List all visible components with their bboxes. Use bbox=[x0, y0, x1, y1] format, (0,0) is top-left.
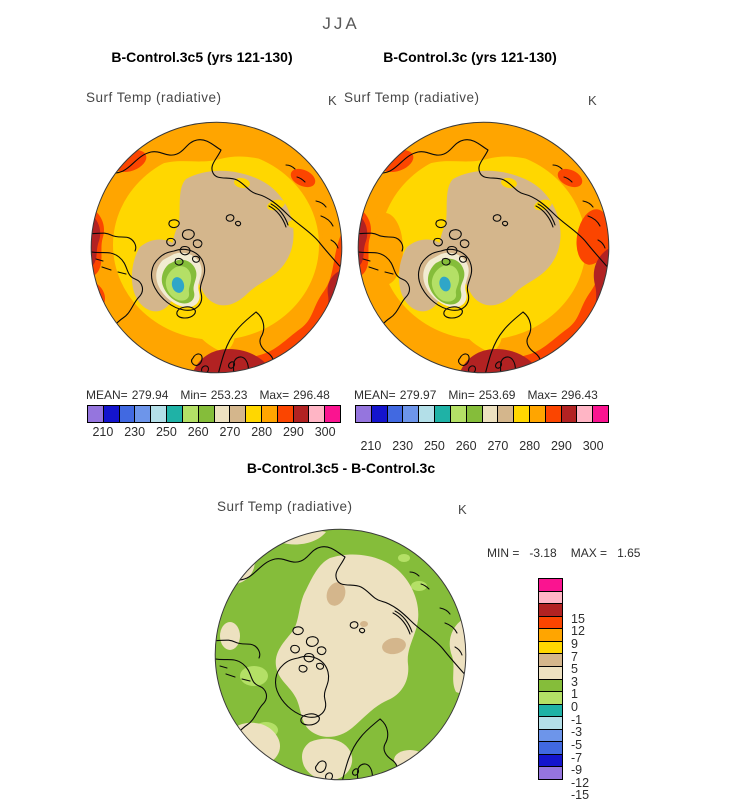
panel-1-stats bbox=[86, 388, 334, 402]
colorbar-tick-label: -5 bbox=[571, 737, 583, 752]
colorbar-cell bbox=[402, 405, 419, 423]
colorbar-cell bbox=[466, 405, 483, 423]
colorbar-tick-label: 300 bbox=[314, 425, 336, 439]
colorbar-vertical bbox=[538, 578, 563, 780]
colorbar-tick-label: 280 bbox=[251, 425, 273, 439]
colorbar-tick-label: 230 bbox=[392, 439, 414, 453]
colorbar-tick-label: 290 bbox=[282, 425, 304, 439]
colorbar-cell bbox=[538, 691, 563, 705]
colorbar-tick-label: -7 bbox=[571, 750, 583, 765]
colorbar-cell bbox=[355, 405, 372, 423]
colorbar-cell bbox=[529, 405, 546, 423]
mean-value: 279.94 bbox=[131, 388, 169, 402]
colorbar-tick-label: -3 bbox=[571, 725, 583, 740]
colorbar-cell bbox=[245, 405, 262, 423]
colorbar-tick-label: 9 bbox=[571, 636, 578, 651]
page-title: JJA bbox=[322, 14, 360, 33]
panel-1-title: B-Control.3c5 (yrs 121-130) bbox=[111, 49, 293, 65]
colorbar-cell bbox=[293, 405, 310, 423]
min-label: Min= bbox=[448, 388, 475, 402]
colorbar-tick-label: 1 bbox=[571, 687, 578, 702]
colorbar-cell bbox=[150, 405, 167, 423]
colorbar-cell bbox=[538, 754, 563, 768]
colorbar-cell bbox=[513, 405, 530, 423]
max-value: 296.43 bbox=[561, 388, 598, 402]
colorbar-tick-label: 250 bbox=[155, 425, 177, 439]
colorbar-cell bbox=[497, 405, 514, 423]
colorbar-cell bbox=[134, 405, 151, 423]
colorbar-cell bbox=[103, 405, 120, 423]
colorbar-cell bbox=[538, 591, 563, 605]
colorbar-cell bbox=[538, 679, 563, 693]
difference-map bbox=[214, 528, 467, 781]
colorbar-2 bbox=[355, 405, 609, 423]
colorbar-tick-label: 270 bbox=[219, 425, 241, 439]
colorbar-cell bbox=[538, 628, 563, 642]
colorbar-cell bbox=[538, 741, 563, 755]
max-value: 296.48 bbox=[293, 388, 330, 402]
diff-min-label: MIN = bbox=[487, 546, 520, 560]
colorbar-cell bbox=[538, 653, 563, 667]
panel-2-units-label: K bbox=[588, 93, 597, 108]
colorbar-vertical-ticks bbox=[571, 606, 605, 808]
colorbar-tick-label: 280 bbox=[519, 439, 541, 453]
colorbar-cell bbox=[261, 405, 278, 423]
panel-1-variable-label: Surf Temp (radiative) bbox=[86, 90, 222, 105]
colorbar-tick-label: 15 bbox=[571, 611, 585, 626]
colorbar-cell bbox=[387, 405, 404, 423]
mean-label: MEAN= bbox=[86, 388, 128, 402]
colorbar-1 bbox=[87, 405, 341, 423]
colorbar-cell bbox=[538, 641, 563, 655]
colorbar-tick-label: 210 bbox=[92, 425, 114, 439]
diff-min-value: -3.18 bbox=[529, 546, 557, 560]
panel-1-units-label: K bbox=[328, 93, 337, 108]
colorbar-cell bbox=[592, 405, 609, 423]
colorbar-tick-label: 290 bbox=[550, 439, 572, 453]
colorbar-tick-label: -9 bbox=[571, 763, 583, 778]
colorbar-cell bbox=[214, 405, 231, 423]
colorbar-cell bbox=[450, 405, 467, 423]
colorbar-cell bbox=[198, 405, 215, 423]
map-1-fill-regions bbox=[87, 118, 351, 377]
min-label: Min= bbox=[180, 388, 207, 402]
colorbar-tick-label: -15 bbox=[571, 788, 590, 803]
colorbar-2-ticks bbox=[355, 439, 609, 453]
colorbar-tick-label: 7 bbox=[571, 649, 578, 664]
colorbar-cell bbox=[166, 405, 183, 423]
colorbar-1-ticks bbox=[87, 425, 341, 439]
colorbar-cell bbox=[371, 405, 388, 423]
colorbar-cell bbox=[482, 405, 499, 423]
colorbar-cell bbox=[561, 405, 578, 423]
colorbar-cell bbox=[229, 405, 246, 423]
colorbar-cell bbox=[87, 405, 104, 423]
colorbar-cell bbox=[538, 729, 563, 743]
colorbar-tick-label: 0 bbox=[571, 700, 578, 714]
colorbar-tick-label: 250 bbox=[423, 439, 445, 453]
colorbar-tick-label: 3 bbox=[571, 674, 578, 689]
arctic-map-2 bbox=[357, 121, 610, 374]
colorbar-tick-label: 260 bbox=[455, 439, 477, 453]
diff-units-label: K bbox=[458, 502, 467, 517]
colorbar-cell bbox=[538, 666, 563, 680]
colorbar-cell bbox=[538, 766, 563, 780]
colorbar-tick-label: -1 bbox=[571, 712, 583, 727]
colorbar-cell bbox=[434, 405, 451, 423]
colorbar-tick-label: 260 bbox=[187, 425, 209, 439]
diff-panel-title: B-Control.3c5 - B-Control.3c bbox=[246, 460, 436, 476]
colorbar-cell bbox=[538, 716, 563, 730]
colorbar-cell bbox=[538, 704, 563, 718]
colorbar-tick-label: 270 bbox=[487, 439, 509, 453]
diff-minmax bbox=[487, 546, 654, 560]
colorbar-tick-label: 230 bbox=[124, 425, 146, 439]
colorbar-cell bbox=[545, 405, 562, 423]
panel-2-title: B-Control.3c (yrs 121-130) bbox=[383, 49, 557, 65]
arctic-map-1 bbox=[90, 121, 343, 374]
panel-2-stats bbox=[354, 388, 602, 402]
panel-2-variable-label: Surf Temp (radiative) bbox=[344, 90, 480, 105]
mean-value: 279.97 bbox=[399, 388, 437, 402]
colorbar-cell bbox=[538, 603, 563, 617]
colorbar-cell bbox=[119, 405, 136, 423]
map-2-fill-regions bbox=[354, 118, 618, 377]
colorbar-tick-label: 210 bbox=[360, 439, 382, 453]
colorbar-cell bbox=[538, 578, 563, 592]
colorbar-tick-label: 5 bbox=[571, 662, 578, 677]
min-value: 253.69 bbox=[478, 388, 516, 402]
colorbar-tick-label: 300 bbox=[582, 439, 604, 453]
colorbar-tick-label: -12 bbox=[571, 775, 590, 790]
colorbar-cell bbox=[576, 405, 593, 423]
min-value: 253.23 bbox=[210, 388, 248, 402]
colorbar-cell bbox=[277, 405, 294, 423]
colorbar-cell bbox=[418, 405, 435, 423]
max-label: Max= bbox=[259, 388, 290, 402]
diff-max-value: 1.65 bbox=[617, 546, 641, 560]
mean-label: MEAN= bbox=[354, 388, 396, 402]
colorbar-cell bbox=[324, 405, 341, 423]
colorbar-tick-label: 12 bbox=[571, 624, 585, 639]
diff-variable-label: Surf Temp (radiative) bbox=[217, 499, 353, 514]
colorbar-cell bbox=[308, 405, 325, 423]
max-label: Max= bbox=[527, 388, 558, 402]
colorbar-cell bbox=[538, 616, 563, 630]
colorbar-cell bbox=[182, 405, 199, 423]
diff-max-label: MAX = bbox=[570, 546, 608, 560]
